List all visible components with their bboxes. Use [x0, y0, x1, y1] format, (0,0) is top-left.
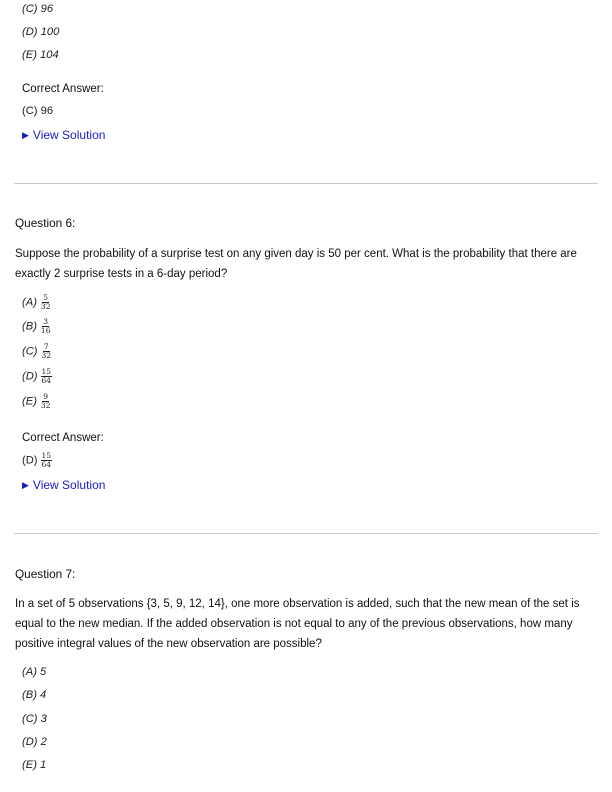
fraction-denominator: 16 [40, 326, 51, 335]
q6-option-e [22, 393, 51, 410]
option-c: (C) 96 [22, 3, 54, 15]
correct-answer-fraction [41, 452, 53, 469]
view-solution-label: View Solution [32, 128, 106, 142]
q7-option-b: (B) 4 [22, 689, 47, 701]
view-solution-link[interactable] [22, 128, 105, 142]
q6-option-c-label: (C) [22, 345, 38, 358]
view-solution-label: View Solution [32, 478, 106, 492]
view-solution-link[interactable] [22, 478, 105, 492]
fraction-numerator: 15 [41, 367, 52, 376]
fraction-numerator: 9 [43, 392, 49, 401]
q6-option-d [22, 368, 52, 385]
q6-option-e-label: (E) [22, 395, 37, 408]
q6-option-a [22, 294, 51, 311]
q7-option-d: (D) 2 [22, 736, 47, 748]
question-7-text: In a set of 5 observations {3, 5, 9, 12, 14}, one more observation is added, such that the new mean of the set is equal to the new median. If the added observation is not equal to any of the previous observations, how many positive integral values of the new observation are possible? [15, 598, 580, 650]
q6-option-b [22, 318, 51, 335]
correct-answer-label: Correct Answer: [22, 83, 104, 95]
q6-option-b-fraction [40, 318, 52, 335]
q6-option-a-label: (A) [22, 296, 37, 309]
fraction-numerator: 5 [43, 293, 49, 302]
correct-answer-value: (C) 96 [22, 105, 54, 117]
fraction-numerator: 3 [43, 317, 49, 326]
triangle-right-icon: ▶ [22, 130, 29, 140]
q7-option-a: (A) 5 [22, 666, 47, 678]
fraction-denominator: 64 [41, 460, 52, 469]
option-e: (E) 104 [22, 49, 59, 61]
correct-answer-label: Correct Answer: [22, 432, 104, 444]
q6-option-c-fraction [41, 343, 53, 360]
q6-option-d-label: (D) [22, 370, 38, 383]
fraction-denominator: 32 [40, 302, 51, 311]
q6-option-c [22, 343, 52, 360]
question-6-text: Suppose the probability of a surprise test on any given day is 50 per cent. What is the probability that there are exactly 2 surprise tests in a 6-day period? [15, 248, 577, 280]
q6-option-e-fraction [40, 393, 52, 410]
divider [14, 183, 598, 184]
fraction-denominator: 64 [41, 376, 52, 385]
q7-option-e: (E) 1 [22, 759, 47, 771]
divider [14, 533, 598, 534]
correct-answer-option-label: (D) [22, 454, 38, 467]
triangle-right-icon: ▶ [22, 480, 29, 490]
fraction-numerator: 15 [41, 451, 52, 460]
fraction-denominator: 32 [41, 351, 52, 360]
question-7-title: Question 7: [15, 567, 76, 581]
q7-option-c: (C) 3 [22, 713, 47, 725]
correct-answer-value [22, 452, 52, 469]
q6-option-d-fraction [41, 368, 53, 385]
fraction-numerator: 7 [43, 342, 49, 351]
q6-option-b-label: (B) [22, 320, 37, 333]
option-d: (D) 100 [22, 26, 60, 38]
fraction-denominator: 32 [40, 401, 51, 410]
q6-option-a-fraction [40, 294, 52, 311]
question-6-title: Question 6: [15, 216, 76, 230]
